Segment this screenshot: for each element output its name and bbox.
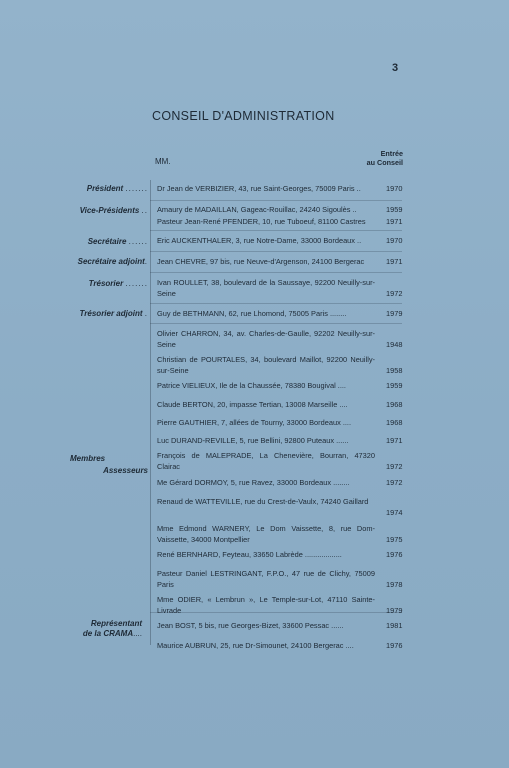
role-tresorier-adjoint: Trésorier adjoint . [79,309,148,318]
entry-year: 1978 [386,580,403,589]
entry-year: 1971 [386,257,403,266]
role-secretaire-label: Secrétaire [87,237,127,246]
entry-year: 1959 [386,381,403,390]
entry-year: 1976 [386,641,403,650]
entry-year: 1970 [386,184,403,193]
entry-year: 1981 [386,621,403,630]
entry-year: 1979 [386,606,403,615]
member-entry: François de MALEPRADE, La Chenevière, Bourran, 47320 Clairac [157,451,375,471]
role-president: Président ....... [86,184,148,193]
role-vice-presidents-label: Vice-Présidents [79,206,140,215]
entree-header-line2: au Conseil [366,158,403,167]
entry-year: 1976 [386,550,403,559]
role-secretaire: Secrétaire ...... [87,237,148,246]
member-entry: Jean CHEVRE, 97 bis, rue Neuve-d'Argenson, 24100 Bergerac [157,257,365,266]
member-entry: Mme ODIER, « Lembrun », Le Temple-sur-Lot, 47110 Sainte-Livrade [157,595,375,615]
role-vice-presidents: Vice-Présidents .. [79,206,148,215]
column-divider [150,180,151,645]
member-entry: Christian de POURTALES, 34, boulevard Maillot, 92200 Neuilly-sur-Seine [157,355,375,375]
entry-year: 1972 [386,478,403,487]
role-assesseurs: Assesseurs [103,466,148,475]
member-entry: Patrice VIELIEUX, Ile de la Chaussée, 78380 Bougival .... [157,381,346,390]
member-entry: Eric AUCKENTHALER, 3, rue Notre-Dame, 33000 Bordeaux .. [157,236,362,245]
role-secretaire-adjoint: Secrétaire adjoint. [77,257,148,266]
entry-year: 1971 [386,436,403,445]
separator [150,200,402,201]
entry-year: 1975 [386,535,403,544]
member-entry: Guy de BETHMANN, 62, rue Lhomond, 75005 Paris ........ [157,309,347,318]
entry-year: 1970 [386,236,403,245]
role-tresorier-label: Trésorier [88,279,124,288]
member-entry: Claude BERTON, 20, impasse Tertian, 13008 Marseille .... [157,400,348,409]
role-tresorier: Trésorier ....... [88,279,148,288]
entry-year: 1972 [386,289,403,298]
entry-year: 1974 [386,508,403,517]
entry-year: 1968 [386,400,403,409]
member-entry: Maurice AUBRUN, 25, rue Dr-Simounet, 24100 Bergerac .... [157,641,354,650]
role-tresorier-adjoint-label: Trésorier adjoint [79,309,143,318]
separator [150,272,402,273]
role-representant-line1: Représentant [90,619,142,628]
member-entry: Ivan ROULLET, 38, boulevard de la Saussaye, 92200 Neuilly-sur-Seine [157,278,375,298]
entry-year: 1958 [386,366,403,375]
entry-year: 1948 [386,340,403,349]
member-entry: Luc DURAND-REVILLE, 5, rue Bellini, 92800 Puteaux ...... [157,436,349,445]
entry-year: 1968 [386,418,403,427]
member-entry: Jean BOST, 5 bis, rue Georges-Bizet, 33600 Pessac ...... [157,621,344,630]
member-entry: Olivier CHARRON, 34, av. Charles-de-Gaulle, 92202 Neuilly-sur-Seine [157,329,375,349]
separator [150,251,402,252]
role-secretaire-adjoint-label: Secrétaire adjoint [77,257,145,266]
entree-header [367,149,403,167]
member-entry: Renaud de WATTEVILLE, rue du Crest-de-Vaulx, 74240 Gaillard [157,497,369,506]
mm-header: MM. [155,157,171,166]
role-president-label: Président [86,184,124,193]
entry-year: 1972 [386,462,403,471]
member-entry: Pasteur Daniel LESTRINGANT, F.P.O., 47 rue de Clichy, 75009 Paris [157,569,375,589]
entree-header-line1: Entrée [380,149,403,158]
entry-year: 1971 [386,217,403,226]
member-entry: René BERNHARD, Feyteau, 33650 Labrède .................. [157,550,342,559]
member-entry: Amaury de MADAILLAN, Gageac-Rouillac, 24240 Sigoulès .. [157,205,357,214]
separator [150,230,402,231]
page-number: 3 [392,62,399,74]
role-representant-line2: de la CRAMA.... [82,629,142,638]
member-entry: Mme Edmond WARNERY, Le Dom Vaissette, 8, rue Dom-Vaissette, 34000 Montpellier [157,524,375,544]
role-representant [60,619,142,639]
member-entry: Pierre GAUTHIER, 7, allées de Tourny, 33000 Bordeaux .... [157,418,352,427]
entry-year: 1959 [386,205,403,214]
member-entry: Me Gérard DORMOY, 5, rue Ravez, 33000 Bordeaux ........ [157,478,350,487]
separator [150,303,402,304]
member-entry: Pasteur Jean-René PFENDER, 10, rue Tuboeuf, 81100 Castres [157,217,366,226]
role-membres: Membres [70,454,106,463]
separator [150,323,402,324]
member-entry: Dr Jean de VERBIZIER, 43, rue Saint-Georges, 75009 Paris .. [157,184,361,193]
page-title: CONSEIL D'ADMINISTRATION [152,109,335,123]
entry-year: 1979 [386,309,403,318]
